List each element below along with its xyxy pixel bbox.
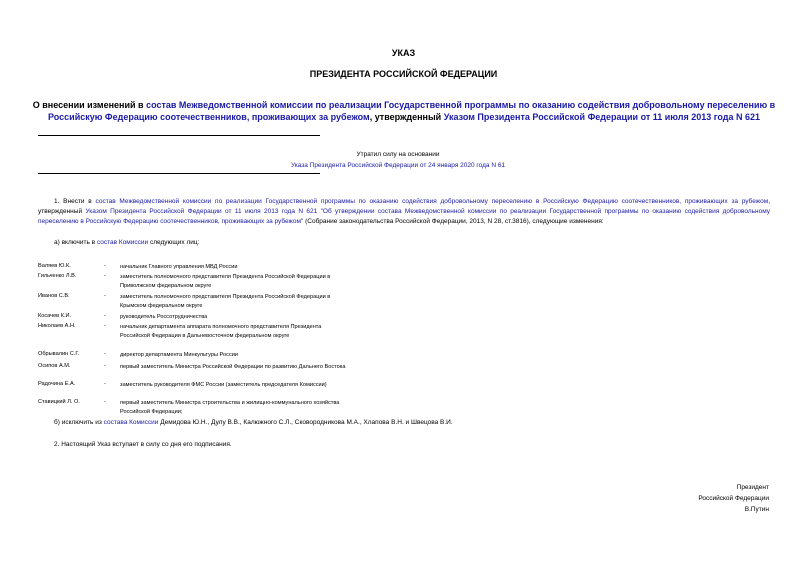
member-position: заместитель полномочного представителя Президента Российской Федерации в Приволжском федеральном округе [120, 274, 331, 289]
paragraph-1-mid: , утвержденный [38, 198, 770, 215]
member-position: руководитель Россотрудничества [120, 314, 208, 320]
member-position: начальник департамента аппарата полномочного представителя Президента Российской Федерации в Дальневосточном федеральном округе [120, 324, 322, 339]
item-b-commission-link[interactable]: состава Комиссии [103, 419, 159, 426]
member-name: Ставицкий Л. О. [38, 399, 80, 405]
member-dash: - [104, 273, 106, 279]
item-a-commission-link[interactable]: состав Комиссии [96, 239, 149, 246]
issuer-label: ПРЕЗИДЕНТА РОССИЙСКОЙ ФЕДЕРАЦИИ [309, 69, 498, 79]
repeal-note-text: Утратил силу на основании [356, 151, 440, 158]
member-dash: - [104, 323, 106, 329]
repeal-decree-link[interactable]: Указа Президента Российской Федерации от 24 января 2020 года N 61 [290, 162, 506, 169]
member-dash: - [104, 351, 106, 357]
member-position: директор департамента Минкультуры России [120, 352, 239, 358]
signature-name: В.Путин [744, 506, 769, 513]
member-name: Осипов А.М. [38, 363, 71, 369]
commission-composition-link[interactable]: состав Межведомственной комиссии по реализации Государственной программы по оказанию содействия добровольному переселению в Российскую Федерацию соотечественников, проживающих за рубежом [48, 100, 776, 122]
item-a-pre: а) включить в [54, 239, 97, 246]
paragraph-1-pre: 1. Внести в [54, 198, 96, 205]
title-text-mid: , утвержденный [369, 112, 444, 122]
signature-title: Президент [736, 484, 769, 491]
member-name: Косачев К.И. [38, 313, 72, 319]
member-name: Николаев А.Н. [38, 323, 76, 329]
member-position: первый заместитель Министра строительства и жилищно-коммунального хозяйства Российской Федерации; [120, 400, 340, 415]
member-dash: - [104, 293, 106, 299]
member-position: начальник Главного управления МВД России [120, 264, 238, 270]
member-position: первый заместитель Министра Российской Федерации по развитию Дальнего Востока [120, 364, 346, 370]
paragraph-1-decree-link[interactable]: Указом Президента Российской Федерации от 11 июля 2013 года N 621 "Об утверждении состава Межведомственной комиссии по реализации Государственной программы по оказанию содействия добровольному переселению в Российскую Федерацию соотечественников, проживающих за рубежом" [38, 208, 770, 225]
divider-bottom [38, 173, 320, 174]
item-b [54, 418, 754, 428]
member-dash: - [104, 399, 106, 405]
member-name: Гильченко Л.В. [38, 273, 77, 279]
item-a-post: следующих лиц: [148, 239, 200, 246]
divider-top [38, 135, 320, 136]
paragraph-1-composition-link[interactable]: состав Межведомственной комиссии по реализации Государственной программы по оказанию содействия добровольному переселению в Российскую Федерацию соотечественников, проживающих за рубежом [95, 198, 769, 205]
member-position: заместитель полномочного представителя Президента Российской Федерации в Крымском федеральном округе [120, 294, 331, 309]
member-name: Валяев Ю.К. [38, 263, 71, 269]
decree-label: УКАЗ [391, 48, 416, 58]
member-name: Иванов С.В. [38, 293, 70, 299]
paragraph-1-post: (Собрание законодательства Российской Федерации, 2013, N 28, ст.3816), следующие изменения: [303, 218, 604, 225]
item-a [54, 238, 754, 248]
paragraph-1 [38, 197, 770, 227]
signature-block [698, 482, 769, 515]
member-dash: - [104, 313, 106, 319]
paragraph-2: 2. Настоящий Указ вступает в силу со дня его подписания. [54, 441, 232, 448]
item-b-post: Демидова Ю.Н., Дулу В.В., Калюжного С.Л., Сковородникова М.А., Хлапова В.Н. и Швецова В.И. [158, 419, 453, 426]
member-dash: - [104, 381, 106, 387]
repeal-note [283, 149, 513, 171]
member-position: заместитель руководителя ФМС России (заместитель председателя Комиссии) [120, 382, 327, 388]
member-dash: - [104, 263, 106, 269]
decree-621-link[interactable]: Указом Президента Российской Федерации от 11 июля 2013 года N 621 [443, 112, 760, 122]
member-dash: - [104, 363, 106, 369]
member-name: Радочина Е.А. [38, 381, 76, 387]
member-name: Обрывалин С.Г. [38, 351, 80, 357]
title-text-pre: О внесении изменений в [32, 100, 147, 110]
signature-country: Российской Федерации [698, 495, 769, 502]
document-title [30, 99, 778, 123]
item-b-pre: б) исключить из [54, 419, 104, 426]
